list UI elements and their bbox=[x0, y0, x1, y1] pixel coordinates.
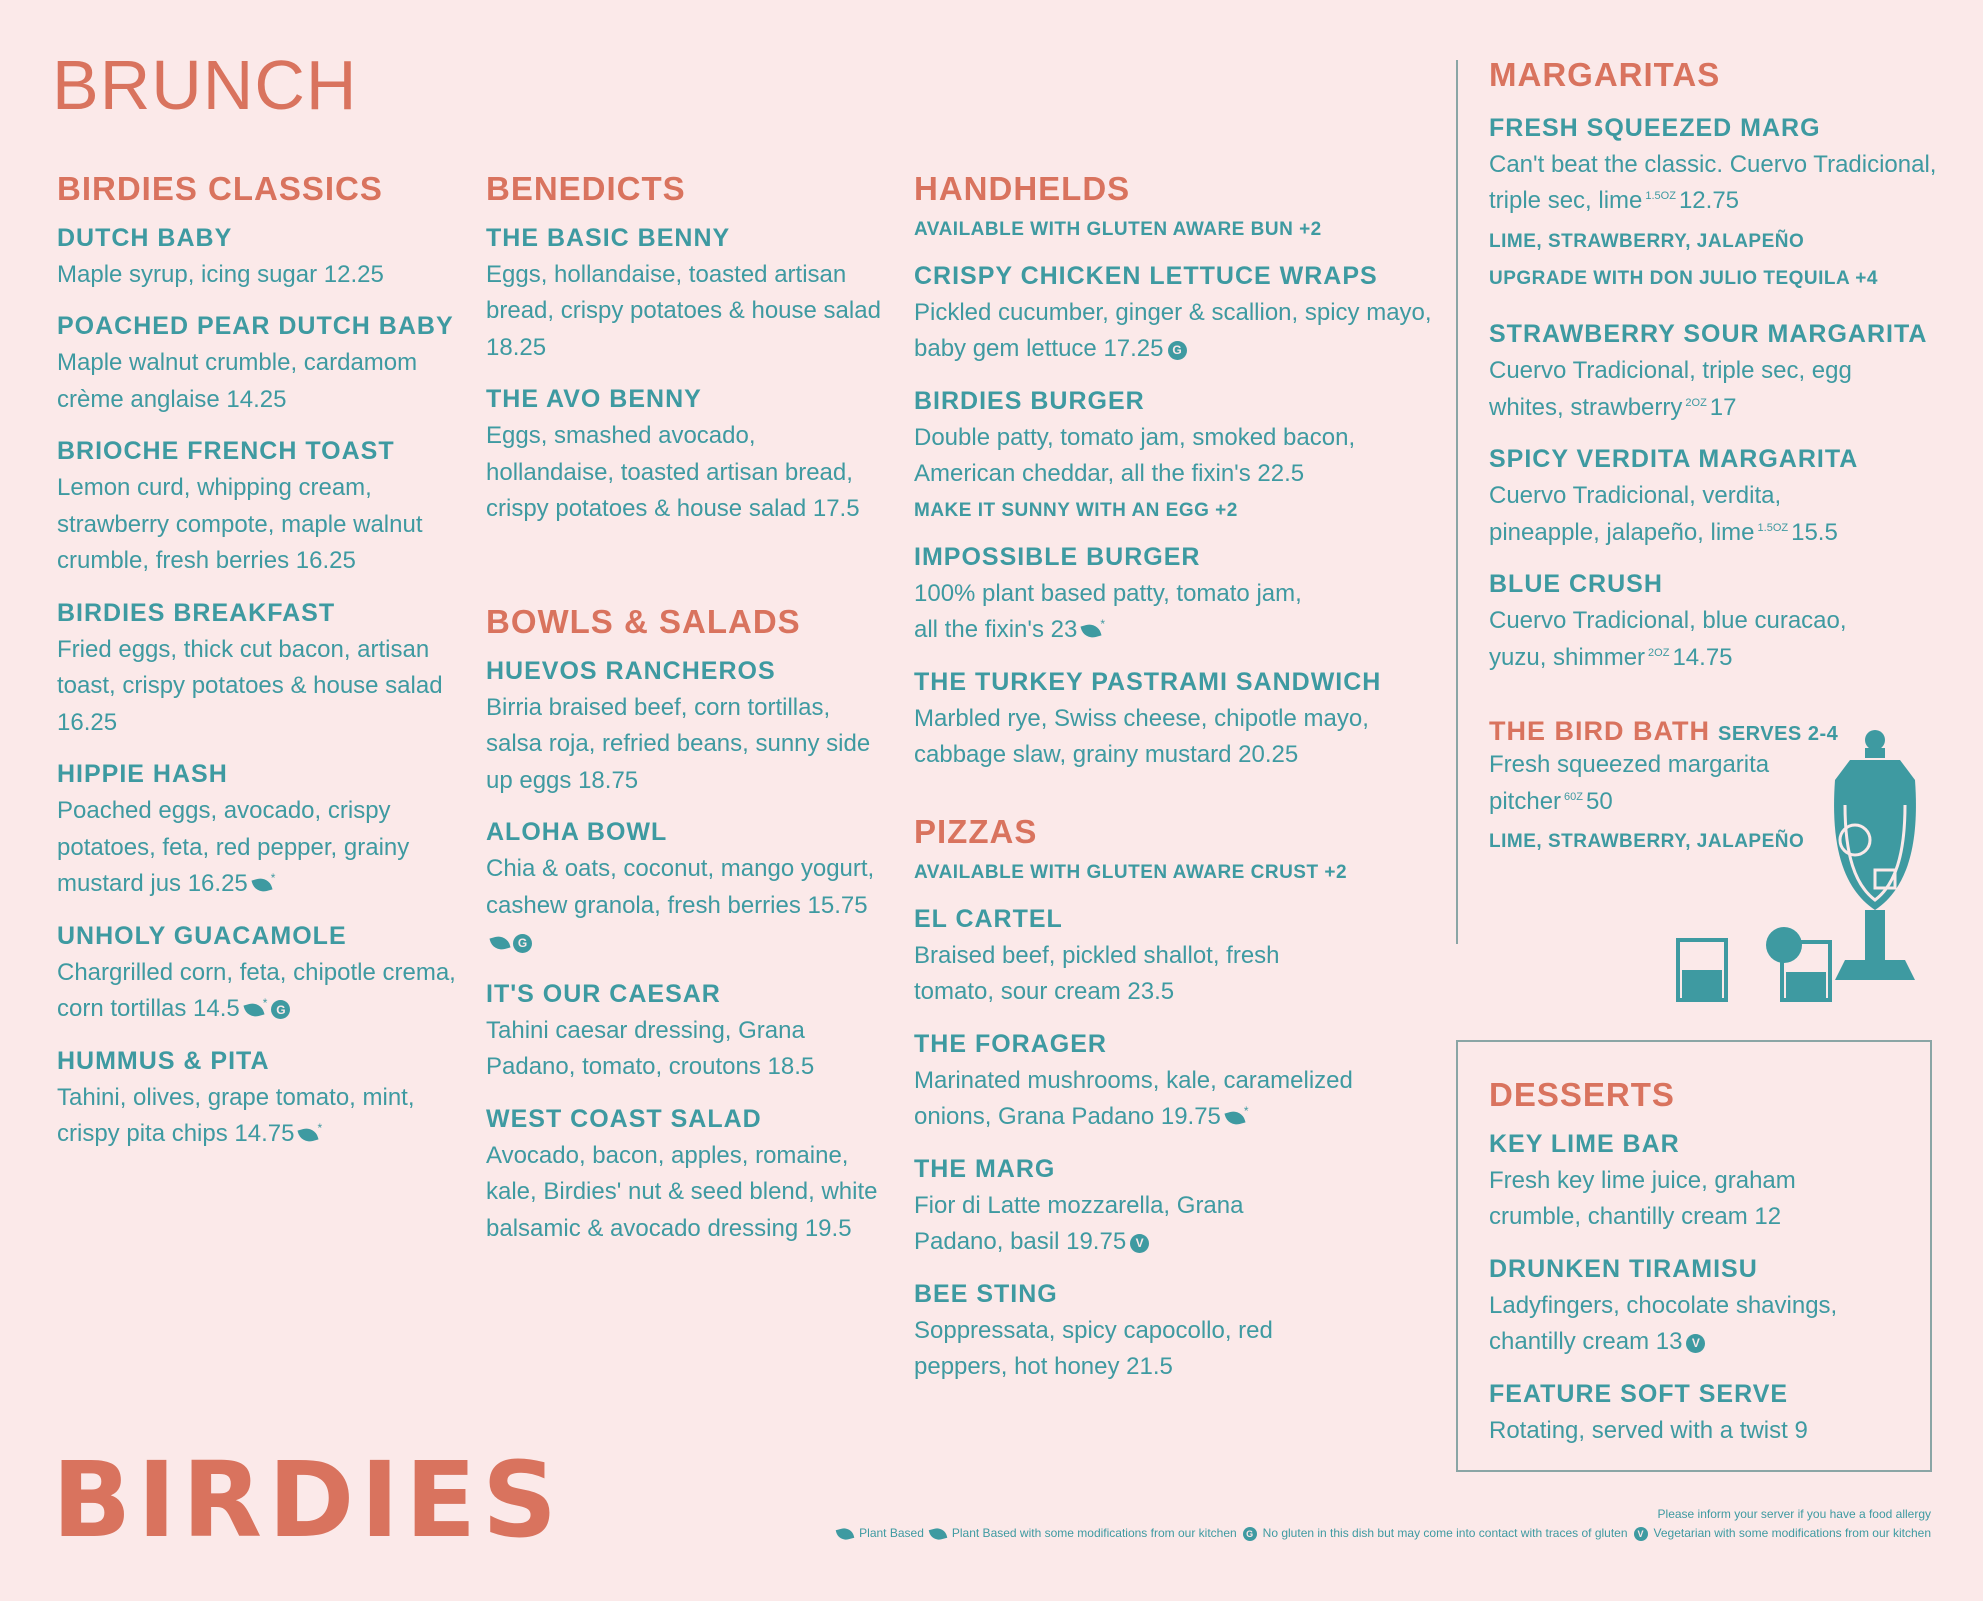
item-name: STRAWBERRY SOUR MARGARITA bbox=[1489, 320, 1928, 349]
item-name: FRESH SQUEEZED MARG bbox=[1489, 114, 1821, 142]
menu-item bbox=[914, 386, 1434, 524]
allergy-note: Please inform your server if you have a food allergy bbox=[1657, 1507, 1931, 1521]
item-name: WEST COAST SALAD bbox=[486, 1104, 762, 1133]
vegetarian-badge-icon: V bbox=[1634, 1527, 1648, 1541]
item-desc-wrap bbox=[486, 851, 886, 960]
item-desc: Birria braised beef, corn tortillas, salsa roja, refried beans, sunny side up eggs 18.75 bbox=[486, 694, 871, 794]
gluten-badge-icon: G bbox=[1168, 341, 1187, 360]
gluten-badge-icon: G bbox=[271, 1000, 290, 1019]
item-name: SPICY VERDITA MARGARITA bbox=[1489, 445, 1859, 474]
item-price: 17 bbox=[1709, 393, 1737, 421]
bowls-section bbox=[486, 605, 886, 1265]
leaf-icon bbox=[243, 1001, 264, 1019]
item-oz: 60Z bbox=[1564, 790, 1584, 803]
menu-item bbox=[914, 261, 1434, 368]
item-name: BLUE CRUSH bbox=[1489, 570, 1663, 599]
item-desc-wrap bbox=[914, 1063, 1434, 1136]
menu-item bbox=[1489, 1379, 1909, 1449]
item-name: BIRDIES BREAKFAST bbox=[57, 598, 336, 627]
item-name: BRIOCHE FRENCH TOAST bbox=[57, 437, 395, 466]
item-desc-wrap bbox=[914, 295, 1434, 368]
vegetarian-badge-icon: V bbox=[1686, 1334, 1705, 1353]
gluten-badge-icon: G bbox=[513, 934, 532, 953]
menu-item bbox=[914, 904, 1434, 1011]
item-name: THE MARG bbox=[914, 1154, 1056, 1183]
menu-item bbox=[486, 656, 886, 799]
item-desc: Pickled cucumber, ginger & scallion, spicy mayo, baby gem lettuce 17.25 bbox=[914, 299, 1432, 363]
item-option: UPGRADE WITH DON JULIO TEQUILA +4 bbox=[1489, 267, 1878, 289]
menu-item bbox=[486, 979, 886, 1086]
item-name: HIPPIE HASH bbox=[57, 760, 228, 789]
item-desc: Marbled rye, Swiss cheese, chipotle mayo, cabbage slaw, grainy mustard 20.25 bbox=[914, 704, 1369, 768]
legend-row bbox=[837, 1524, 1931, 1543]
item-desc-wrap bbox=[1489, 147, 1939, 220]
menu-item bbox=[486, 223, 886, 366]
item-name: HUMMUS & PITA bbox=[57, 1046, 270, 1075]
menu-item bbox=[1489, 113, 1939, 291]
menu-item bbox=[57, 759, 457, 902]
item-desc-wrap bbox=[1489, 1288, 1889, 1361]
star-icon: * bbox=[317, 1121, 323, 1136]
menu-item bbox=[1489, 1254, 1909, 1361]
item-desc: Maple walnut crumble, cardamom crème anglaise 14.25 bbox=[57, 349, 418, 413]
menu-item bbox=[486, 1104, 886, 1247]
item-desc: Chargrilled corn, feta, chipotle crema, corn tortillas 14.5 bbox=[57, 958, 456, 1023]
item-desc: Fresh squeezed margarita pitcher bbox=[1489, 751, 1770, 815]
leaf-icon bbox=[1224, 1109, 1245, 1127]
item-name: CRISPY CHICKEN LETTUCE WRAPS bbox=[914, 262, 1378, 290]
section-heading: PIZZAS bbox=[914, 813, 1038, 850]
item-desc: Cuervo Tradicional, blue curacao, yuzu, shimmer bbox=[1489, 607, 1847, 671]
vegetarian-badge-icon: V bbox=[1130, 1234, 1149, 1253]
item-name: IT'S OUR CAESAR bbox=[486, 979, 721, 1008]
item-name: THE BASIC BENNY bbox=[486, 224, 731, 252]
section-heading: BOWLS & SALADS bbox=[486, 603, 801, 640]
desserts-section bbox=[1489, 1078, 1909, 1467]
serves-note: SERVES 2-4 bbox=[1717, 723, 1839, 746]
item-name: IMPOSSIBLE BURGER bbox=[914, 542, 1201, 571]
menu-item bbox=[57, 598, 457, 741]
legend-plant: Plant Based bbox=[859, 1526, 924, 1541]
star-icon: * bbox=[1243, 1104, 1249, 1119]
pitcher-illustration bbox=[1660, 720, 1950, 1010]
item-option: MAKE IT SUNNY WITH AN EGG +2 bbox=[914, 499, 1238, 521]
section-heading: DESSERTS bbox=[1489, 1076, 1675, 1113]
item-oz: 2OZ bbox=[1685, 396, 1707, 409]
section-note: AVAILABLE WITH GLUTEN AWARE CRUST +2 bbox=[914, 862, 1348, 883]
item-desc: Lemon curd, whipping cream, strawberry compote, maple walnut crumble, fresh berries 16.25 bbox=[57, 474, 423, 575]
item-desc: Tahini, olives, grape tomato, mint, crispy pita chips 14.75 bbox=[57, 1083, 415, 1148]
brand-logo: BIRDIES bbox=[52, 1439, 564, 1561]
item-desc-wrap bbox=[1489, 603, 1909, 676]
menu-item bbox=[57, 921, 457, 1028]
item-desc: Eggs, hollandaise, toasted artisan bread, crispy potatoes & house salad 18.25 bbox=[486, 261, 881, 361]
item-oz: 1.5OZ bbox=[1757, 521, 1789, 534]
menu-item bbox=[57, 436, 457, 579]
item-desc: Marinated mushrooms, kale, caramelized onions, Grana Padano 19.75 bbox=[914, 1066, 1353, 1131]
section-heading: BIRDIES CLASSICS bbox=[57, 170, 383, 207]
legend-gluten: No gluten in this dish but may come into contact with traces of gluten bbox=[1262, 1526, 1628, 1541]
item-desc: Eggs, smashed avocado, hollandaise, toasted artisan bread, crispy potatoes & house salad 17.5 bbox=[486, 422, 860, 523]
legend-plant-mod: Plant Based with some modifications from our kitchen bbox=[951, 1526, 1237, 1541]
pitcher-icon bbox=[1834, 730, 1916, 980]
item-desc-wrap bbox=[57, 1080, 457, 1153]
item-desc: Soppressata, spicy capocollo, red peppers, hot honey 21.5 bbox=[914, 1316, 1273, 1381]
item-desc: Avocado, bacon, apples, romaine, kale, Birdies' nut & seed blend, white balsamic & avocado dressing 19.5 bbox=[486, 1141, 878, 1242]
star-icon: * bbox=[270, 871, 276, 886]
leaf-icon bbox=[1081, 622, 1102, 640]
item-name: THE AVO BENNY bbox=[486, 385, 702, 414]
leaf-icon bbox=[298, 1126, 319, 1144]
item-option: LIME, STRAWBERRY, JALAPEÑO bbox=[1489, 230, 1805, 252]
item-option: LIME, STRAWBERRY, JALAPEÑO bbox=[1489, 831, 1805, 853]
item-desc: Double patty, tomato jam, smoked bacon, American cheddar, all the fixin's 22.5 bbox=[914, 423, 1356, 488]
item-price: 12.75 bbox=[1678, 187, 1740, 215]
item-desc: Chia & oats, coconut, mango yogurt, cashew granola, fresh berries 15.75 bbox=[486, 855, 875, 919]
menu-item bbox=[1489, 569, 1939, 676]
column-divider bbox=[1456, 60, 1458, 944]
item-name: BEE STING bbox=[914, 1279, 1058, 1308]
item-desc: Poached eggs, avocado, crispy potatoes, feta, red pepper, grainy mustard jus 16.25 bbox=[57, 797, 410, 898]
item-desc: Can't beat the classic. Cuervo Tradicional, triple sec, lime bbox=[1489, 151, 1937, 215]
item-name: FEATURE SOFT SERVE bbox=[1489, 1379, 1789, 1408]
section-note: AVAILABLE WITH GLUTEN AWARE BUN +2 bbox=[914, 219, 1322, 240]
menu-item bbox=[486, 817, 886, 960]
item-name: DRUNKEN TIRAMISU bbox=[1489, 1254, 1758, 1283]
gluten-badge-icon: G bbox=[1243, 1527, 1257, 1541]
item-desc: Tahini caesar dressing, Grana Padano, tomato, croutons 18.5 bbox=[486, 1016, 815, 1081]
handhelds-section bbox=[914, 172, 1434, 791]
item-price: 50 bbox=[1586, 787, 1613, 815]
item-name: EL CARTEL bbox=[914, 905, 1063, 933]
item-desc-wrap bbox=[57, 955, 457, 1028]
legend-veg: Vegetarian with some modifications from our kitchen bbox=[1653, 1526, 1931, 1541]
item-name: HUEVOS RANCHEROS bbox=[486, 657, 776, 685]
menu-item bbox=[914, 1154, 1434, 1261]
item-name: THE TURKEY PASTRAMI SANDWICH bbox=[914, 667, 1382, 696]
menu-item bbox=[57, 1046, 457, 1153]
item-name: UNHOLY GUACAMOLE bbox=[57, 921, 347, 950]
star-icon: * bbox=[262, 996, 268, 1011]
item-desc: Fresh key lime juice, graham crumble, chantilly cream 12 bbox=[1489, 1167, 1796, 1231]
item-desc: Maple syrup, icing sugar 12.25 bbox=[57, 261, 384, 288]
glass-icon bbox=[1678, 927, 1830, 1000]
section-heading: HANDHELDS bbox=[914, 170, 1131, 207]
menu-item bbox=[914, 1279, 1434, 1386]
item-desc: Braised beef, pickled shallot, fresh tomato, sour cream 23.5 bbox=[914, 942, 1280, 1006]
menu-item bbox=[1489, 444, 1939, 551]
menu-item bbox=[1489, 1129, 1909, 1236]
item-name: THE FORAGER bbox=[914, 1029, 1107, 1058]
item-oz: 2OZ bbox=[1648, 646, 1670, 659]
item-name: BIRDIES BURGER bbox=[914, 386, 1145, 415]
section-heading: BENEDICTS bbox=[486, 170, 686, 207]
item-desc: 100% plant based patty, tomato jam, all the fixin's 23 bbox=[914, 579, 1302, 644]
leaf-icon bbox=[489, 934, 510, 952]
item-desc: Cuervo Tradicional, verdita, pineapple, jalapeño, lime bbox=[1489, 482, 1782, 546]
star-icon: * bbox=[1100, 617, 1106, 632]
legend bbox=[837, 1505, 1931, 1543]
item-desc-wrap bbox=[1489, 353, 1869, 426]
item-desc-wrap bbox=[914, 1188, 1274, 1261]
menu-item bbox=[914, 667, 1434, 774]
item-desc-wrap bbox=[57, 793, 457, 902]
leaf-icon bbox=[836, 1526, 855, 1542]
item-desc: Ladyfingers, chocolate shavings, chantilly cream 13 bbox=[1489, 1291, 1838, 1356]
item-desc-wrap bbox=[1489, 478, 1889, 551]
pizzas-section bbox=[914, 815, 1434, 1404]
item-name: DUTCH BABY bbox=[57, 224, 233, 252]
menu-item bbox=[1489, 319, 1939, 426]
benedicts-section bbox=[486, 172, 886, 546]
leaf-star-icon bbox=[929, 1526, 948, 1542]
item-price: 15.5 bbox=[1791, 518, 1838, 546]
menu-item bbox=[914, 1029, 1434, 1136]
section-heading: MARGARITAS bbox=[1489, 56, 1721, 93]
item-price: 14.75 bbox=[1672, 643, 1733, 671]
item-oz: 1.5OZ bbox=[1645, 190, 1676, 203]
page-title: BRUNCH bbox=[52, 46, 358, 124]
item-name: KEY LIME BAR bbox=[1489, 1130, 1680, 1158]
item-desc: Rotating, served with a twist 9 bbox=[1489, 1416, 1808, 1444]
menu-item bbox=[914, 542, 1434, 649]
item-desc: Fried eggs, thick cut bacon, artisan toast, crispy potatoes & house salad 16.25 bbox=[57, 635, 443, 736]
item-desc: Fior di Latte mozzarella, Grana Padano, basil 19.75 bbox=[914, 1191, 1244, 1256]
item-name: ALOHA BOWL bbox=[486, 818, 668, 847]
menu-item bbox=[57, 223, 457, 293]
item-desc-wrap bbox=[914, 576, 1314, 649]
birdies-classics-section bbox=[57, 172, 457, 1171]
item-name: POACHED PEAR DUTCH BABY bbox=[57, 312, 454, 341]
item-desc: Cuervo Tradicional, triple sec, egg whites, strawberry bbox=[1489, 357, 1852, 421]
menu-item bbox=[486, 384, 886, 527]
leaf-icon bbox=[251, 876, 272, 894]
menu-item bbox=[57, 311, 457, 418]
item-name: THE BIRD BATH bbox=[1489, 716, 1710, 747]
